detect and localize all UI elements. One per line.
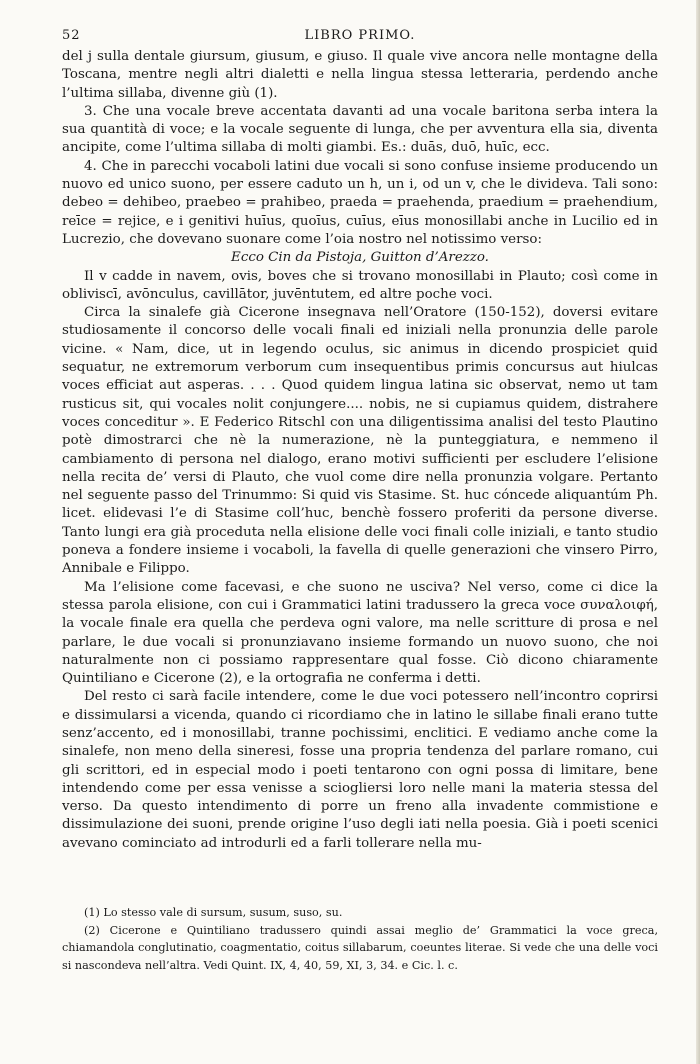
paragraph-v-dropped: Il v cadde in navem, ovis, boves che si trovano monosillabi in Plauto; così come in obliviscī, avōnculus, cavillātor, juvēntutem, ed altre poche voci.: [62, 268, 658, 302]
verse-quotation: Ecco Cin da Pistoja, Guitton d’Arezzo.: [231, 250, 489, 266]
body-text: [62, 48, 658, 853]
footnote-2: (2) Cicerone e Quintiliano tradussero quindi assai meglio de’ Grammatici la voce greca, chiamandola conglutinatio, coagmentatio, coitus sillabarum, coeuntes literae. Si vede che una delle voci si nascondeva nell’altra. Vedi Quint. IX, 4, 40, 59, XI, 3, 34. e Cic. l. c.: [62, 923, 658, 972]
footnotes: [62, 904, 658, 974]
paragraph-point-3: 3. Che una vocale breve accentata davanti ad una vocale baritona serba intera la sua quantità di voce; e la vocale seguente di lunga, che per avventura ella sia, diventa ancipite, come l’ultima sillaba di molti giambi. Es.: duās, duō, huīc, ecc.: [62, 103, 658, 156]
paragraph-del-resto: Del resto ci sarà facile intendere, come le due voci potessero nell’incontro coprirsi e dissimularsi a vicenda, quando ci ricordiamo che in latino le sillabe finali erano tutte senz’accento, ed i monosillabi, tranne pochissimi, enclitici. E vediamo anche come la sinalefe, non meno della sineresi, fosse una propria tendenza del parlare romano, cui gli scrittori, ed in especial modo i poeti tentarono con ogni possa di limitare, bene intendendo come per essa venisse a sciogliersi loro nelle mani la materia stessa del verso. Da questo intendimento di porre un freno alla invadente commistione e dissimulazione dei suoni, prende origine l’uso degli iati nella poesia. Già i poeti scenici avevano cominciato ad introdurli ed a farli tollerare nella mu-: [62, 689, 658, 851]
paragraph-sinalefe: Circa la sinalefe già Cicerone insegnava nell’Oratore (150-152), doversi evitare studiosamente il concorso delle vocali finali ed iniziali nella pronunzia delle parole vicine. « Nam, dice, ut in legendo oculus, sic animus in dicendo prospiciet quid sequatur, ne extremorum verborum cum insequentibus primis concursus aut hiulcas voces efficiat aut asperas. . . . Quod quidem lingua latina sic observat, nemo ut tam rusticus sit, qui vocales nolit conjungere.... nobis, ne si cupiamus quidem, distrahere voces conceditur ». E Federico Ritschl con una diligentissima analisi del testo Plautino potè dimostrarci che nè la numerazione, nè la punteggiatura, e nemmeno il cambiamento di persona nel dialogo, erano motivi sufficienti per escludere l’elisione nella recita de’ versi di Plauto, che vuol come dire nella pronunzia volgare. Pertanto nel seguente passo del Trinummo: Si quid vis Stasime. St. huc cóncede aliquantúm Ph. licet. elidevasi l’e di Stasime coll’huc, benchè fossero proferiti da persone diverse. Tanto lungi era già proceduta nella elisione delle voci finali colle iniziali, e tanto studio poneva a fondere insieme i vocaboli, la favella di quelle generazioni che vinsero Pirro, Annibale e Filippo.: [62, 305, 658, 577]
footnote-1: (1) Lo stesso vale di sursum, susum, suso, su.: [84, 906, 343, 919]
paragraph-point-4: 4. Che in parecchi vocaboli latini due vocali si sono confuse insieme producendo un nuovo ed unico suono, per essere caduto un h, un i, od un v, che le divideva. Tali sono: debeo = dehibeo, praebeo = prahibeo, praeda = praehenda, praedium = praehendium, reīce = rejice, e i genitivi huīus, quoīus, cuīus, eīus monosillabi anche in Lucilio ed in Lucrezio, che dovevano suonare come l’oia nostro nel notissimo verso:: [62, 158, 658, 247]
paragraph-continuation: del j sulla dentale giursum, giusum, e giuso. Il quale vive ancora nelle montagne della Toscana, mentre negli altri dialetti e nella lingua stessa letteraria, perdendo anche l’ultima sillaba, divenne giù (1).: [62, 49, 658, 101]
running-head: [62, 28, 658, 48]
page: [62, 28, 658, 853]
page-number: 52: [62, 28, 81, 43]
running-title: LIBRO PRIMO.: [304, 28, 416, 43]
scan-edge: [696, 0, 700, 1064]
paragraph-elisione: Ma l’elisione come facevasi, e che suono ne usciva? Nel verso, come ci dice la stessa parola elisione, con cui i Grammatici latini tradussero la greca voce συναλοιφή, la vocale finale era quella che perdeva ogni valore, ma nelle scritture di prosa e nel parlare, le due vocali si pronunziavano insieme formando un nuovo suono, che noi naturalmente non ci possiamo rappresentare qual fosse. Ciò dicono chiaramente Quintiliano e Cicerone (2), e la ortografia ne conferma i detti.: [62, 579, 658, 687]
